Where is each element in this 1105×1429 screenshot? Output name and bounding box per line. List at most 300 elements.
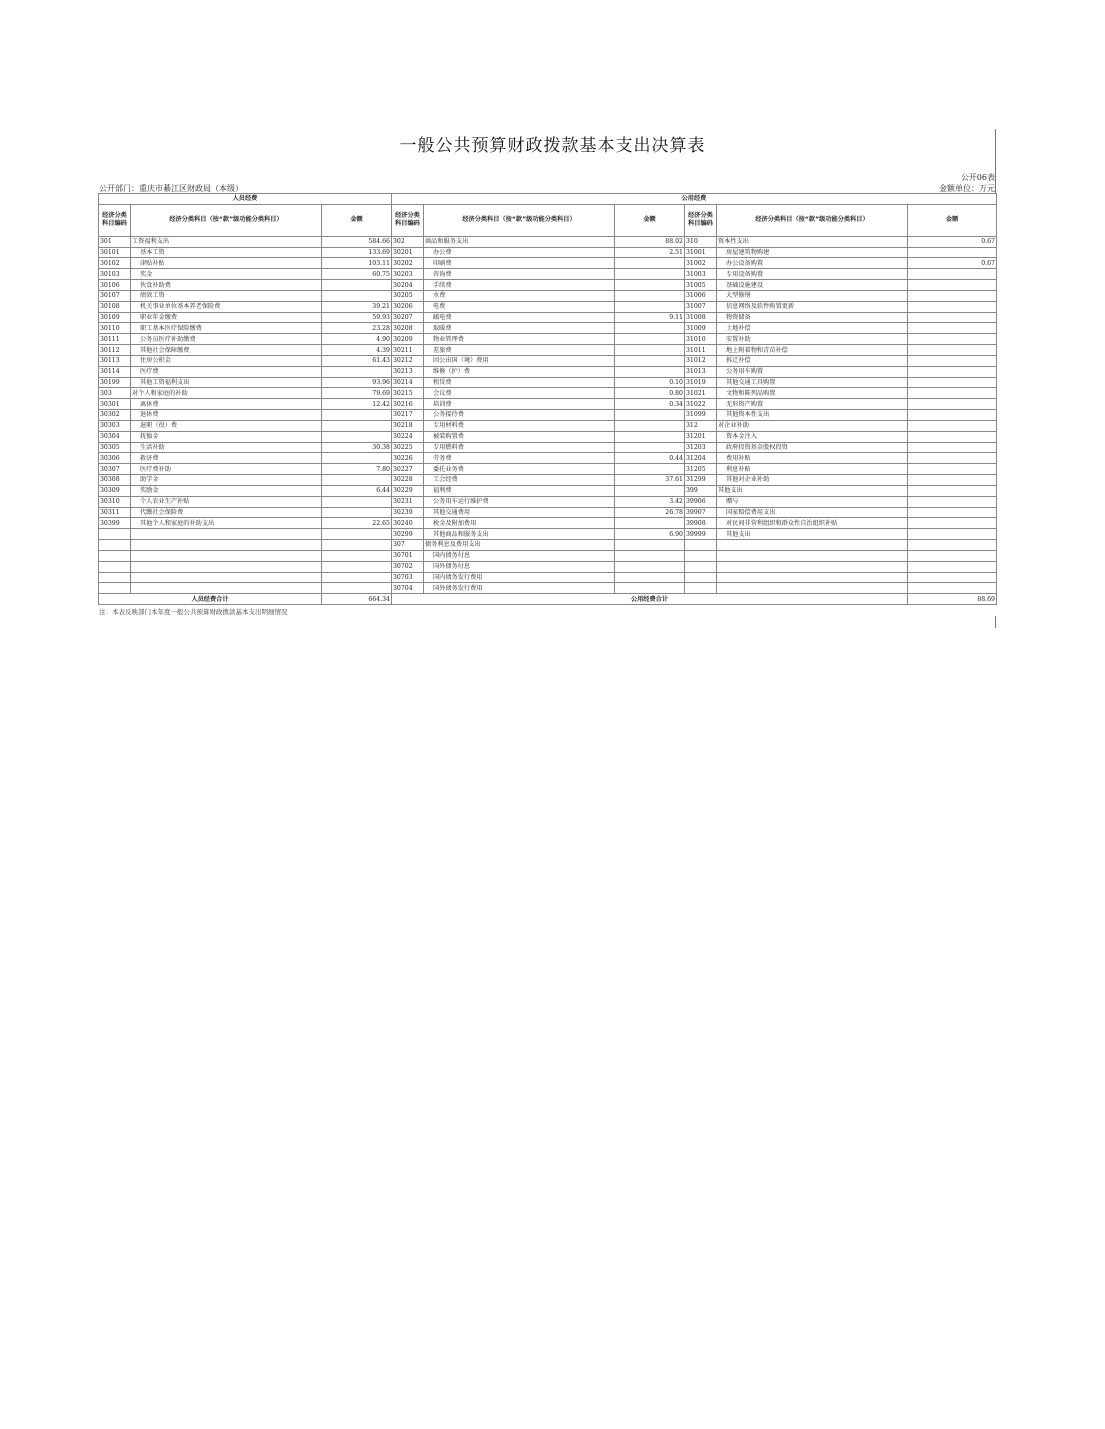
table-row xyxy=(99,290,997,301)
amount-cell: 37.61 xyxy=(615,475,685,486)
code-cell xyxy=(99,540,131,551)
personnel-total-amount: 664.34 xyxy=(322,594,392,605)
name-cell: 基本工资 xyxy=(131,247,322,258)
amount-cell: 30.38 xyxy=(322,442,392,453)
code-header: 经济分类科目编码 xyxy=(392,204,424,236)
code-cell: 30311 xyxy=(99,507,131,518)
name-cell: 机关事业单位基本养老保险费 xyxy=(131,301,322,312)
table-row xyxy=(99,236,997,247)
name-cell: 拆迁补偿 xyxy=(717,355,908,366)
name-cell: 医疗费 xyxy=(131,366,322,377)
code-cell: 30209 xyxy=(392,334,424,345)
amount-cell xyxy=(322,572,392,583)
code-cell: 30227 xyxy=(392,464,424,475)
code-cell: 302 xyxy=(392,236,424,247)
code-cell: 30306 xyxy=(99,453,131,464)
name-cell xyxy=(717,583,908,594)
table-row xyxy=(99,496,997,507)
table-row xyxy=(99,399,997,410)
name-cell: 手续费 xyxy=(424,280,615,291)
name-cell: 信息网络及软件购置更新 xyxy=(717,301,908,312)
table-row xyxy=(99,529,997,540)
name-cell: 维修（护）费 xyxy=(424,366,615,377)
code-cell xyxy=(99,529,131,540)
name-cell: 公务用车运行维护费 xyxy=(424,496,615,507)
code-cell: 31008 xyxy=(685,312,717,323)
name-cell: 津贴补贴 xyxy=(131,258,322,269)
name-cell: 基础设施建设 xyxy=(717,280,908,291)
table-row xyxy=(99,355,997,366)
expenditure-table xyxy=(98,193,997,605)
amount-cell: 584.66 xyxy=(322,236,392,247)
table-row xyxy=(99,561,997,572)
table-row xyxy=(99,464,997,475)
amount-header: 金额 xyxy=(615,204,685,236)
amount-cell xyxy=(615,420,685,431)
code-cell xyxy=(685,561,717,572)
name-cell: 国家赔偿费用支出 xyxy=(717,507,908,518)
code-cell: 30112 xyxy=(99,345,131,356)
name-cell: 代缴社会保险费 xyxy=(131,507,322,518)
amount-cell: 2.51 xyxy=(615,247,685,258)
table-row xyxy=(99,301,997,312)
amount-cell xyxy=(908,247,997,258)
name-cell: 国内债务发行费用 xyxy=(424,572,615,583)
amount-cell: 0.44 xyxy=(615,453,685,464)
amount-cell: 93.96 xyxy=(322,377,392,388)
code-cell xyxy=(99,561,131,572)
name-cell: 费用补贴 xyxy=(717,453,908,464)
name-cell: 办公设备购置 xyxy=(717,258,908,269)
code-cell: 312 xyxy=(685,420,717,431)
table-row xyxy=(99,442,997,453)
code-cell: 30301 xyxy=(99,399,131,410)
name-cell: 电费 xyxy=(424,301,615,312)
name-header: 经济分类科目（按“款”级功能分类科目） xyxy=(424,204,615,236)
name-cell: 文物和陈列品购置 xyxy=(717,388,908,399)
table-row xyxy=(99,388,997,399)
amount-cell xyxy=(908,269,997,280)
name-cell: 取暖费 xyxy=(424,323,615,334)
amount-cell xyxy=(615,540,685,551)
amount-cell xyxy=(615,334,685,345)
name-cell: 公务员医疗补助缴费 xyxy=(131,334,322,345)
name-cell: 职业年金缴费 xyxy=(131,312,322,323)
code-cell: 30201 xyxy=(392,247,424,258)
amount-cell xyxy=(615,464,685,475)
amount-cell xyxy=(908,453,997,464)
name-cell: 无形资产购置 xyxy=(717,399,908,410)
name-cell: 生活补助 xyxy=(131,442,322,453)
code-cell: 31201 xyxy=(685,431,717,442)
amount-cell: 3.42 xyxy=(615,496,685,507)
code-cell: 30240 xyxy=(392,518,424,529)
amount-cell: 0.34 xyxy=(615,399,685,410)
table-row xyxy=(99,323,997,334)
amount-cell: 133.69 xyxy=(322,247,392,258)
name-cell: 国外债务付息 xyxy=(424,561,615,572)
code-cell: 30205 xyxy=(392,290,424,301)
name-cell: 债务利息及费用支出 xyxy=(424,540,615,551)
amount-cell xyxy=(322,280,392,291)
code-cell: 303 xyxy=(99,388,131,399)
amount-cell xyxy=(908,290,997,301)
amount-cell: 23.28 xyxy=(322,323,392,334)
name-header: 经济分类科目（按“款”级功能分类科目） xyxy=(717,204,908,236)
name-cell: 国内债务付息 xyxy=(424,550,615,561)
name-cell xyxy=(131,583,322,594)
amount-cell xyxy=(322,475,392,486)
name-cell: 其他工资福利支出 xyxy=(131,377,322,388)
table-row xyxy=(99,420,997,431)
name-cell: 救济费 xyxy=(131,453,322,464)
name-cell: 专用材料费 xyxy=(424,420,615,431)
name-cell: 其他社会保障缴费 xyxy=(131,345,322,356)
name-cell: 退休费 xyxy=(131,410,322,421)
name-cell: 对个人和家庭的补助 xyxy=(131,388,322,399)
name-cell: 邮电费 xyxy=(424,312,615,323)
public-group-header: 公用经费 xyxy=(392,194,997,205)
code-cell: 31005 xyxy=(685,280,717,291)
name-cell: 利息补贴 xyxy=(717,464,908,475)
name-cell: 其他支出 xyxy=(717,485,908,496)
amount-cell xyxy=(908,420,997,431)
code-cell: 31013 xyxy=(685,366,717,377)
amount-cell xyxy=(908,561,997,572)
code-cell: 30108 xyxy=(99,301,131,312)
amount-cell: 12.42 xyxy=(322,399,392,410)
amount-cell: 88.02 xyxy=(615,236,685,247)
group-header-row xyxy=(99,194,997,205)
code-cell: 31011 xyxy=(685,345,717,356)
amount-header: 金额 xyxy=(908,204,997,236)
code-cell: 31204 xyxy=(685,453,717,464)
unit-label: 金额单位：万元 xyxy=(939,184,995,193)
name-cell: 印刷费 xyxy=(424,258,615,269)
table-row xyxy=(99,540,997,551)
code-cell: 31003 xyxy=(685,269,717,280)
name-cell: 资本性支出 xyxy=(717,236,908,247)
code-cell: 30226 xyxy=(392,453,424,464)
name-cell: 其他对企业补助 xyxy=(717,475,908,486)
code-cell: 30224 xyxy=(392,431,424,442)
code-cell: 30303 xyxy=(99,420,131,431)
name-cell xyxy=(131,561,322,572)
name-cell: 住房公积金 xyxy=(131,355,322,366)
name-cell: 房屋建筑物购建 xyxy=(717,247,908,258)
code-cell: 30704 xyxy=(392,583,424,594)
code-cell: 30215 xyxy=(392,388,424,399)
code-cell xyxy=(99,583,131,594)
code-cell: 30204 xyxy=(392,280,424,291)
name-cell: 对民间非营利组织和群众性自治组织补贴 xyxy=(717,518,908,529)
name-cell: 医疗费补助 xyxy=(131,464,322,475)
amount-cell xyxy=(322,540,392,551)
amount-cell xyxy=(615,355,685,366)
name-cell: 办公费 xyxy=(424,247,615,258)
table-row xyxy=(99,269,997,280)
amount-cell xyxy=(615,561,685,572)
amount-cell xyxy=(615,583,685,594)
name-cell: 抚恤金 xyxy=(131,431,322,442)
code-cell: 30206 xyxy=(392,301,424,312)
code-cell: 30211 xyxy=(392,345,424,356)
amount-cell xyxy=(615,301,685,312)
code-cell: 31001 xyxy=(685,247,717,258)
table-row xyxy=(99,312,997,323)
code-cell xyxy=(685,550,717,561)
page-edge-line-bottom xyxy=(995,616,996,628)
code-cell xyxy=(685,540,717,551)
name-cell: 助学金 xyxy=(131,475,322,486)
amount-cell xyxy=(322,410,392,421)
code-cell: 30113 xyxy=(99,355,131,366)
amount-cell xyxy=(615,410,685,421)
amount-cell: 60.75 xyxy=(322,269,392,280)
code-cell: 301 xyxy=(99,236,131,247)
column-header-row xyxy=(99,204,997,236)
code-cell: 39906 xyxy=(685,496,717,507)
amount-cell xyxy=(322,431,392,442)
code-cell: 30101 xyxy=(99,247,131,258)
amount-cell xyxy=(908,410,997,421)
name-cell: 水费 xyxy=(424,290,615,301)
code-cell: 30212 xyxy=(392,355,424,366)
name-cell: 大型修缮 xyxy=(717,290,908,301)
code-cell: 30106 xyxy=(99,280,131,291)
code-cell: 31021 xyxy=(685,388,717,399)
amount-cell xyxy=(908,475,997,486)
code-cell: 30114 xyxy=(99,366,131,377)
code-cell: 31019 xyxy=(685,377,717,388)
code-cell: 30304 xyxy=(99,431,131,442)
amount-cell: 59.93 xyxy=(322,312,392,323)
code-cell: 30213 xyxy=(392,366,424,377)
code-cell: 30229 xyxy=(392,485,424,496)
amount-cell xyxy=(908,496,997,507)
name-cell: 商品和服务支出 xyxy=(424,236,615,247)
code-cell: 30239 xyxy=(392,507,424,518)
name-cell: 其他交通工具购置 xyxy=(717,377,908,388)
code-cell: 30203 xyxy=(392,269,424,280)
amount-cell xyxy=(322,420,392,431)
name-cell: 福利费 xyxy=(424,485,615,496)
table-row xyxy=(99,258,997,269)
name-cell: 赠与 xyxy=(717,496,908,507)
name-cell xyxy=(717,550,908,561)
amount-cell: 39.21 xyxy=(322,301,392,312)
amount-cell xyxy=(908,485,997,496)
name-cell: 租赁费 xyxy=(424,377,615,388)
amount-cell xyxy=(615,290,685,301)
amount-cell xyxy=(908,431,997,442)
amount-cell xyxy=(908,377,997,388)
name-cell: 其他个人和家庭的补助支出 xyxy=(131,518,322,529)
amount-cell xyxy=(908,442,997,453)
name-cell: 公务接待费 xyxy=(424,410,615,421)
code-cell: 30309 xyxy=(99,485,131,496)
name-cell: 工会经费 xyxy=(424,475,615,486)
amount-cell xyxy=(908,464,997,475)
amount-cell xyxy=(908,550,997,561)
amount-cell xyxy=(908,507,997,518)
code-cell: 31009 xyxy=(685,323,717,334)
personnel-total-label: 人员经费合计 xyxy=(99,594,322,605)
table-row xyxy=(99,247,997,258)
name-cell: 安置补助 xyxy=(717,334,908,345)
name-cell: 工资福利支出 xyxy=(131,236,322,247)
amount-cell xyxy=(908,323,997,334)
name-cell: 其他商品和服务支出 xyxy=(424,529,615,540)
amount-cell xyxy=(615,323,685,334)
amount-cell xyxy=(615,258,685,269)
name-cell: 对企业补助 xyxy=(717,420,908,431)
code-cell: 307 xyxy=(392,540,424,551)
table-code: 公开06表 xyxy=(960,173,995,182)
code-cell: 399 xyxy=(685,485,717,496)
amount-cell xyxy=(908,529,997,540)
name-cell: 个人农业生产补贴 xyxy=(131,496,322,507)
code-cell: 30702 xyxy=(392,561,424,572)
code-cell: 31012 xyxy=(685,355,717,366)
table-row xyxy=(99,518,997,529)
table-row xyxy=(99,453,997,464)
code-header: 经济分类科目编码 xyxy=(685,204,717,236)
department-label: 公开部门：重庆市綦江区财政局（本级） xyxy=(99,184,243,193)
code-cell: 30399 xyxy=(99,518,131,529)
name-cell xyxy=(717,572,908,583)
name-cell: 物资储备 xyxy=(717,312,908,323)
name-cell: 地上附着物和青苗补偿 xyxy=(717,345,908,356)
amount-cell xyxy=(322,583,392,594)
name-cell: 专用燃料费 xyxy=(424,442,615,453)
name-cell: 奖励金 xyxy=(131,485,322,496)
name-cell: 政府投资基金股权投资 xyxy=(717,442,908,453)
amount-cell: 0.67 xyxy=(908,258,997,269)
amount-cell xyxy=(908,540,997,551)
name-cell: 专用设备购置 xyxy=(717,269,908,280)
name-cell: 退职（役）费 xyxy=(131,420,322,431)
code-cell: 31006 xyxy=(685,290,717,301)
table-row xyxy=(99,410,997,421)
code-cell: 30225 xyxy=(392,442,424,453)
code-cell: 31022 xyxy=(685,399,717,410)
amount-cell: 79.69 xyxy=(322,388,392,399)
footnote: 注：本表反映部门本年度一般公共预算财政拨款基本支出明细情况 xyxy=(99,608,288,616)
code-cell: 30217 xyxy=(392,410,424,421)
name-cell xyxy=(131,540,322,551)
code-cell xyxy=(685,572,717,583)
code-cell: 31007 xyxy=(685,301,717,312)
code-cell: 30199 xyxy=(99,377,131,388)
amount-cell xyxy=(322,507,392,518)
code-cell xyxy=(99,550,131,561)
code-cell: 30308 xyxy=(99,475,131,486)
amount-cell xyxy=(615,572,685,583)
code-cell: 30302 xyxy=(99,410,131,421)
public-total-amount: 88.69 xyxy=(908,594,997,605)
code-cell: 30703 xyxy=(392,572,424,583)
name-cell: 其他交通费用 xyxy=(424,507,615,518)
amount-cell xyxy=(908,366,997,377)
name-cell: 国外债务发行费用 xyxy=(424,583,615,594)
code-cell: 30231 xyxy=(392,496,424,507)
amount-cell: 103.11 xyxy=(322,258,392,269)
table-row xyxy=(99,345,997,356)
amount-cell: 61.43 xyxy=(322,355,392,366)
table-row xyxy=(99,377,997,388)
table-row xyxy=(99,485,997,496)
code-cell: 30214 xyxy=(392,377,424,388)
name-cell: 其他资本性支出 xyxy=(717,410,908,421)
amount-cell xyxy=(908,301,997,312)
amount-cell xyxy=(908,345,997,356)
code-cell: 30207 xyxy=(392,312,424,323)
code-cell: 30107 xyxy=(99,290,131,301)
name-cell xyxy=(131,550,322,561)
amount-cell xyxy=(322,290,392,301)
code-cell: 30307 xyxy=(99,464,131,475)
code-cell: 30102 xyxy=(99,258,131,269)
amount-cell xyxy=(615,442,685,453)
amount-cell xyxy=(322,366,392,377)
amount-cell xyxy=(615,280,685,291)
table-row xyxy=(99,583,997,594)
amount-cell xyxy=(322,453,392,464)
code-cell: 30218 xyxy=(392,420,424,431)
name-cell: 绩效工资 xyxy=(131,290,322,301)
name-cell: 其他支出 xyxy=(717,529,908,540)
name-cell: 因公出国（境）费用 xyxy=(424,355,615,366)
code-cell: 31299 xyxy=(685,475,717,486)
name-cell: 资本金注入 xyxy=(717,431,908,442)
code-cell: 30103 xyxy=(99,269,131,280)
table-row xyxy=(99,334,997,345)
code-cell: 39907 xyxy=(685,507,717,518)
amount-cell xyxy=(615,518,685,529)
code-cell: 30109 xyxy=(99,312,131,323)
name-cell: 离休费 xyxy=(131,399,322,410)
amount-cell xyxy=(908,334,997,345)
amount-cell xyxy=(908,399,997,410)
amount-cell xyxy=(908,518,997,529)
name-cell xyxy=(717,540,908,551)
amount-cell: 0.67 xyxy=(908,236,997,247)
code-cell xyxy=(99,572,131,583)
table-row xyxy=(99,366,997,377)
totals-row xyxy=(99,594,997,605)
amount-cell: 22.65 xyxy=(322,518,392,529)
table-row xyxy=(99,507,997,518)
amount-cell: 0.10 xyxy=(615,377,685,388)
table-row xyxy=(99,475,997,486)
report-title: 一般公共预算财政拨款基本支出决算表 xyxy=(399,136,706,156)
code-cell: 30216 xyxy=(392,399,424,410)
name-cell: 税金及附加费用 xyxy=(424,518,615,529)
name-cell: 差旅费 xyxy=(424,345,615,356)
name-cell: 被装购置费 xyxy=(424,431,615,442)
amount-cell xyxy=(615,431,685,442)
amount-cell: 7.80 xyxy=(322,464,392,475)
code-cell: 30228 xyxy=(392,475,424,486)
amount-cell: 4.90 xyxy=(322,334,392,345)
table-row xyxy=(99,431,997,442)
amount-cell xyxy=(908,312,997,323)
amount-cell xyxy=(908,583,997,594)
name-cell: 咨询费 xyxy=(424,269,615,280)
name-cell: 公务用车购置 xyxy=(717,366,908,377)
amount-cell: 0.80 xyxy=(615,388,685,399)
